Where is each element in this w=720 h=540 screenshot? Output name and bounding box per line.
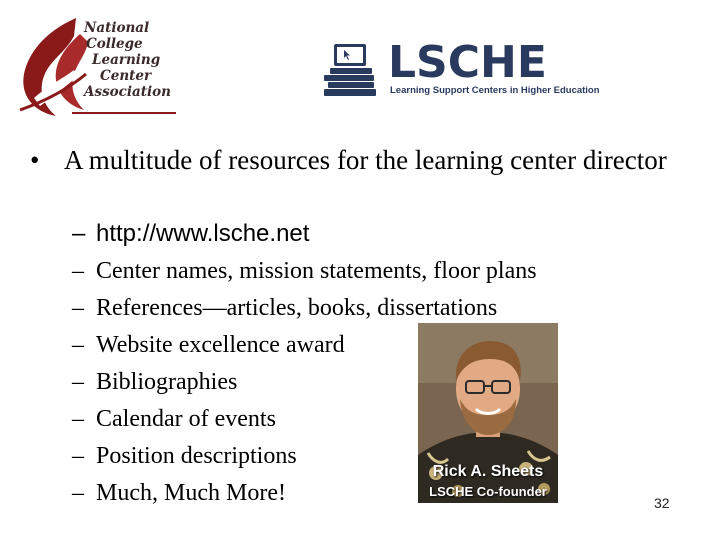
- sub-bullet-text: References—articles, books, dissertations: [96, 295, 498, 321]
- nclca-line: Learning: [92, 52, 161, 68]
- sub-bullet-text: Much, Much More!: [96, 480, 286, 506]
- photo-caption-name: Rick A. Sheets: [432, 463, 544, 480]
- dash-marker: –: [72, 332, 84, 358]
- computer-books-icon: [322, 42, 378, 98]
- website-link[interactable]: http://www.lsche.net: [96, 220, 310, 247]
- sub-bullet-text: Position descriptions: [96, 443, 297, 469]
- dash-marker: –: [72, 369, 84, 395]
- dash-marker: –: [72, 443, 84, 469]
- nclca-line: College: [86, 36, 143, 52]
- photo-caption-role: LSCHE Co-founder: [429, 484, 547, 499]
- nclca-line: Association: [84, 84, 171, 100]
- nclca-line: Center: [100, 68, 152, 84]
- nclca-wordmark: [84, 20, 171, 100]
- bullet-marker: •: [30, 145, 40, 175]
- page-number: 32: [654, 495, 670, 511]
- main-bullet-text: A multitude of resources for the learning center director: [64, 145, 667, 175]
- nclca-line: National: [84, 20, 150, 36]
- dash-marker: –: [72, 220, 86, 247]
- nclca-underline: [72, 112, 176, 114]
- dash-marker: –: [72, 258, 84, 284]
- lsche-tagline: Learning Support Centers in Higher Education: [390, 85, 600, 96]
- dash-marker: –: [72, 480, 84, 506]
- lsche-wordmark: LSCHE: [388, 37, 547, 88]
- dash-marker: –: [72, 295, 84, 321]
- sub-bullet-text: Website excellence award: [96, 332, 345, 358]
- sub-bullet-text: Calendar of events: [96, 406, 276, 432]
- dash-marker: –: [72, 406, 84, 432]
- portrait-photo: [418, 323, 558, 503]
- sub-bullet-text: Center names, mission statements, floor plans: [96, 258, 537, 284]
- sub-bullet-text: Bibliographies: [96, 369, 238, 395]
